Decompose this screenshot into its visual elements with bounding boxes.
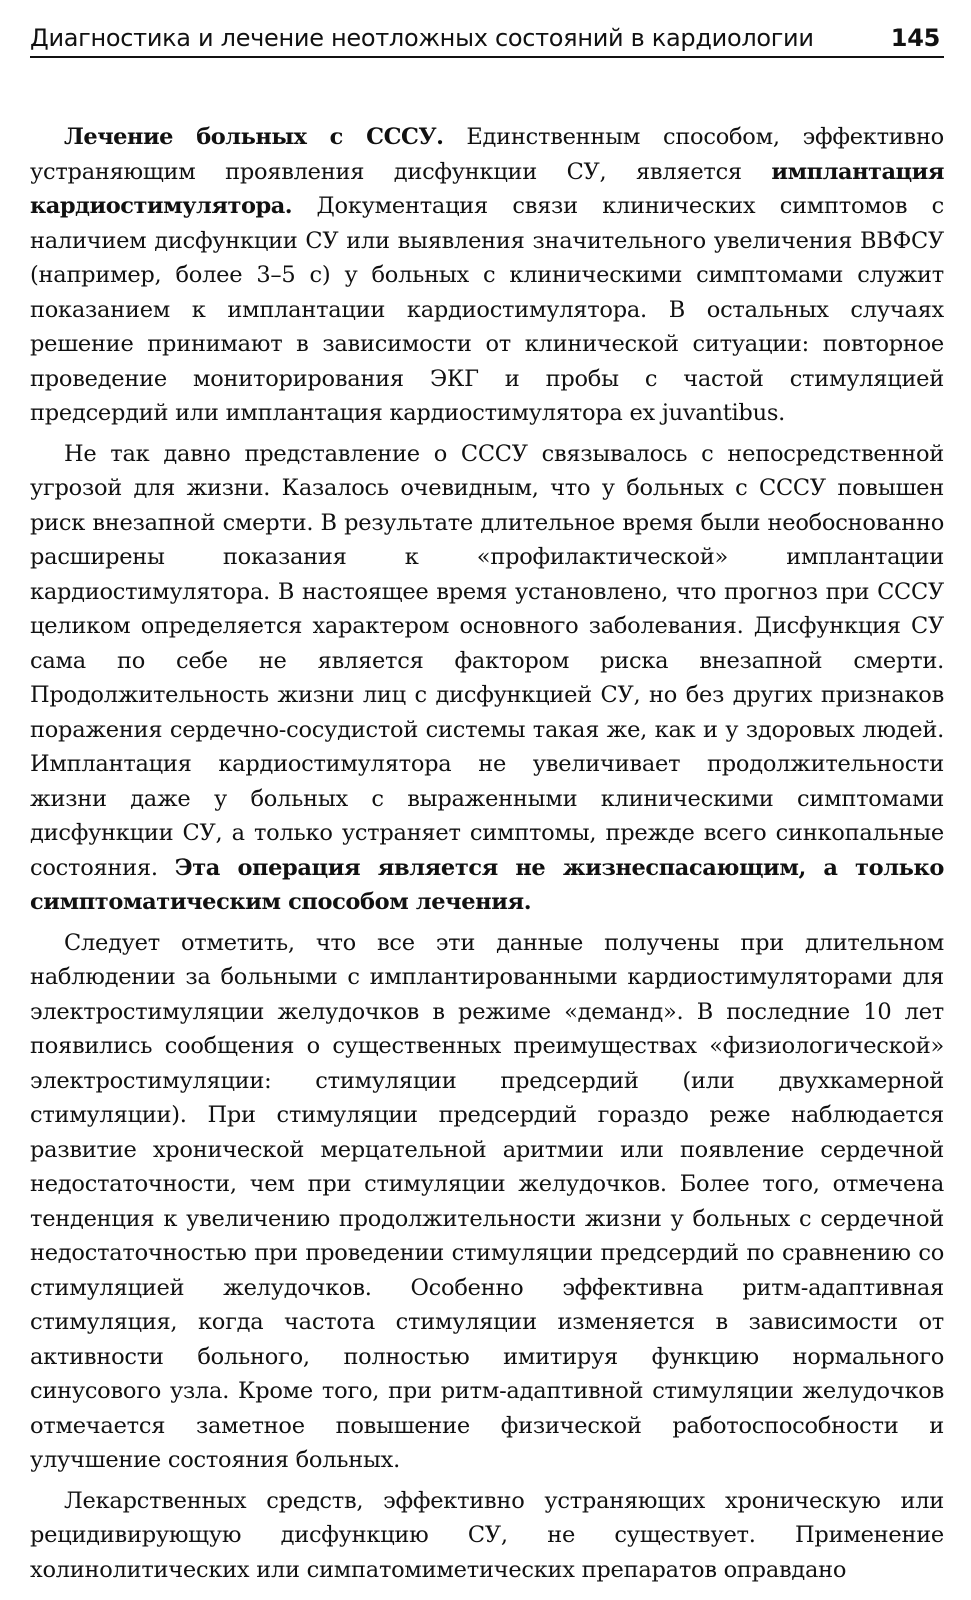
page-number: 145 — [890, 24, 940, 52]
paragraph-text: Не так давно представление о СССУ связывалось с непосредственной угрозой для жизни. Казалось очевидным, что у больных с СССУ повышен риск внезапной смерти. В результате длительное время были необоснованно расширены показания к «профилактической» имплантации кардиостимулятора. В настоящее время установлено, что прогноз при СССУ целиком определяется характером основного заболевания. Дисфункция СУ сама по себе не является фактором риска внезапной смерти. Продолжительность жизни лиц с дисфункцией СУ, но без других признаков поражения сердечно-сосудистой системы такая же, как и у здоровых людей. Имплантация кардиостимулятора не увеличивает продолжительности жизни даже у больных с выраженными клиническими симптомами дисфункции СУ, а только устраняет симптомы, прежде всего синкопальные состояния. — [30, 440, 944, 881]
running-title: Диагностика и лечение неотложных состояний в кардиологии — [30, 24, 814, 52]
section-lead-heading: Лечение больных с СССУ. — [64, 124, 444, 150]
paragraph-text: Единственным способом, эффективно устраняющим проявления дисфункции СУ, является — [30, 124, 944, 185]
running-head — [30, 16, 944, 58]
paragraph-drug-therapy — [30, 1484, 944, 1588]
paragraph-text: Лекарственных средств, эффективно устраняющих хроническую или рецидивирующую дисфункцию СУ, не существует. Применение холинолитических или симпатомиметических препаратов оправдано — [30, 1487, 944, 1583]
emphasis-text: Эта операция является не жизнеспасающим, а только симптоматическим способом лечения. — [30, 854, 944, 915]
body-text — [30, 120, 944, 1587]
emphasis-text: имплантация кардиостимулятора. — [30, 158, 944, 219]
paragraph-text: Следует отметить, что все эти данные получены при длительном наблюдении за больными с имплантированными кардиостимуляторами для электростимуляции желудочков в режиме «деманд». В последние 10 лет появились сообщения о существенных преимуществах «физиологической» электростимуляции: стимуляции предсердий (или двухкамерной стимуляции). При стимуляции предсердий гораздо реже наблюдается развитие хронической мерцательной аритмии или появление сердечной недостаточности, чем при стимуляции желудочков. Более того, отмечена тенденция к увеличению продолжительности жизни у больных с сердечной недостаточностью при проведении стимуляции предсердий по сравнению со стимуляцией желудочков. Особенно эффективна ритм-адаптивная стимуляция, когда частота стимуляции изменяется в зависимости от активности больного, полностью имитируя функцию нормального синусового узла. Кроме того, при ритм-адаптивной стимуляции желудочков отмечается заметное повышение физической работоспособности и улучшение состояния больных. — [30, 929, 944, 1473]
paragraph-treatment — [30, 120, 944, 431]
paragraph-physiological-pacing — [30, 926, 944, 1478]
paragraph-prognosis — [30, 437, 944, 920]
paragraph-text: Документация связи клинических симптомов с наличием дисфункции СУ или выявления значительного увеличения ВВФСУ (например, более 3–5 с) у больных с клиническими симптомами служит показанием к имплантации кардиостимулятора. В остальных случаях решение принимают в зависимости от клинической ситуации: повторное проведение мониторирования ЭКГ и пробы с частой стимуляцией предсердий или имплантация кардиостимулятора ex juvantibus. — [30, 193, 944, 426]
